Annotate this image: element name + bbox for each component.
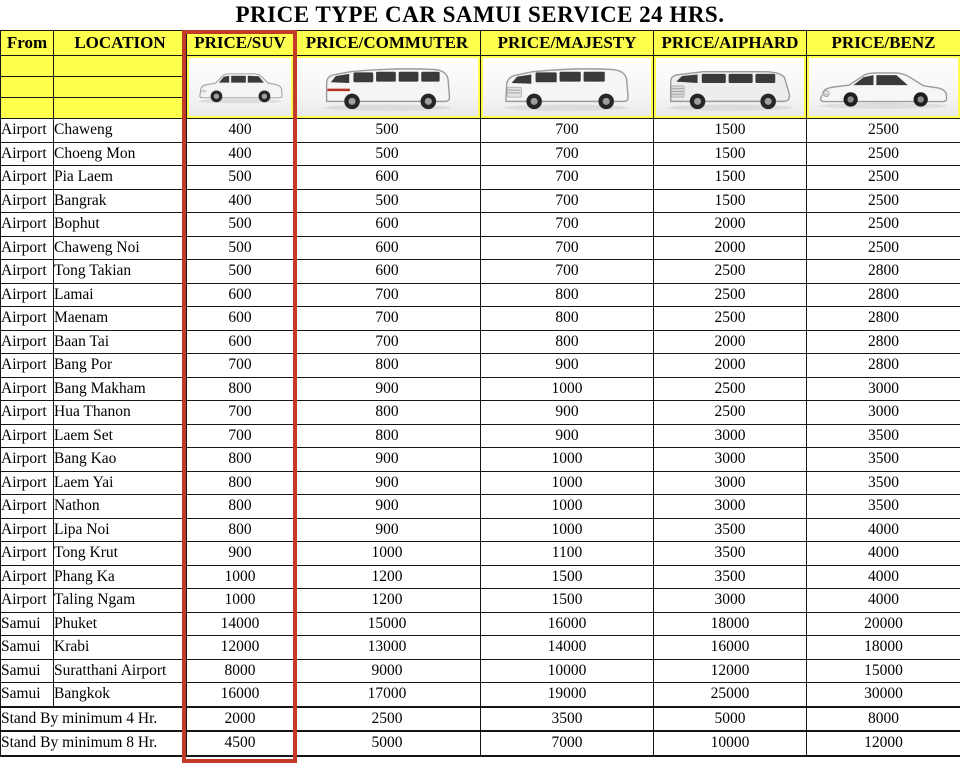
from-cell: Samui xyxy=(1,683,54,707)
price-suv-cell: 14000 xyxy=(187,612,294,636)
price-aiphard-cell: 2000 xyxy=(654,236,807,260)
price-commuter-cell: 13000 xyxy=(294,636,481,660)
table-row xyxy=(1,377,960,401)
location-cell: Tong Krut xyxy=(54,542,187,566)
price-benz-cell: 4000 xyxy=(807,589,960,613)
from-cell: Airport xyxy=(1,354,54,378)
price-suv-cell: 8000 xyxy=(187,659,294,683)
price-commuter-cell: 500 xyxy=(294,142,481,166)
price-suv-cell: 500 xyxy=(187,236,294,260)
column-header-location: LOCATION xyxy=(54,31,187,56)
majesty-photo-cell xyxy=(481,56,654,119)
price-suv-cell: 400 xyxy=(187,189,294,213)
vehicle-image-row xyxy=(1,56,960,119)
aiphard-photo-cell xyxy=(654,56,807,119)
price-commuter-cell: 9000 xyxy=(294,659,481,683)
price-majesty-cell: 700 xyxy=(481,260,654,284)
price-benz-cell: 3500 xyxy=(807,495,960,519)
price-suv-cell: 600 xyxy=(187,307,294,331)
price-aiphard-cell: 3500 xyxy=(654,542,807,566)
price-benz-cell: 3000 xyxy=(807,377,960,401)
from-cell: Airport xyxy=(1,565,54,589)
price-suv-cell: 700 xyxy=(187,354,294,378)
majesty-van-image xyxy=(483,58,651,116)
from-cell: Airport xyxy=(1,307,54,331)
price-aiphard-cell: 3500 xyxy=(654,518,807,542)
location-cell: Maenam xyxy=(54,307,187,331)
from-cell: Airport xyxy=(1,471,54,495)
from-cell: Airport xyxy=(1,401,54,425)
price-aiphard-cell: 18000 xyxy=(654,612,807,636)
location-cell: Taling Ngam xyxy=(54,589,187,613)
from-cell: Airport xyxy=(1,260,54,284)
location-cell: Nathon xyxy=(54,495,187,519)
price-suv-cell: 1000 xyxy=(187,589,294,613)
price-aiphard-cell: 3000 xyxy=(654,495,807,519)
price-suv-cell: 12000 xyxy=(187,636,294,660)
price-aiphard-cell: 2500 xyxy=(654,283,807,307)
price-commuter-cell: 15000 xyxy=(294,612,481,636)
column-header-from: From xyxy=(1,31,54,56)
price-aiphard-cell: 2500 xyxy=(654,260,807,284)
price-commuter-cell: 900 xyxy=(294,377,481,401)
price-benz-cell: 2800 xyxy=(807,330,960,354)
standby-label-cell: Stand By minimum 4 Hr. xyxy=(1,707,187,732)
price-suv-cell: 500 xyxy=(187,166,294,190)
price-benz-cell: 3000 xyxy=(807,401,960,425)
table-row xyxy=(1,589,960,613)
price-suv-cell: 1000 xyxy=(187,565,294,589)
table-row xyxy=(1,495,960,519)
price-commuter-cell: 1000 xyxy=(294,542,481,566)
price-majesty-cell: 10000 xyxy=(481,659,654,683)
price-suv-cell: 4500 xyxy=(187,731,294,756)
price-commuter-cell: 800 xyxy=(294,424,481,448)
price-table xyxy=(0,30,960,757)
page-title: PRICE TYPE CAR SAMUI SERVICE 24 HRS. xyxy=(235,2,725,27)
price-commuter-cell: 600 xyxy=(294,213,481,237)
price-majesty-cell: 1000 xyxy=(481,495,654,519)
price-aiphard-cell: 3000 xyxy=(654,471,807,495)
price-benz-cell: 2800 xyxy=(807,260,960,284)
from-cell: Airport xyxy=(1,330,54,354)
price-benz-cell: 4000 xyxy=(807,518,960,542)
price-majesty-cell: 700 xyxy=(481,189,654,213)
price-benz-cell: 2800 xyxy=(807,354,960,378)
price-majesty-cell: 700 xyxy=(481,166,654,190)
price-aiphard-cell: 2500 xyxy=(654,377,807,401)
from-cell: Airport xyxy=(1,542,54,566)
location-cell: Bophut xyxy=(54,213,187,237)
standby-row xyxy=(1,707,960,732)
from-cell: Airport xyxy=(1,119,54,143)
from-cell: Airport xyxy=(1,518,54,542)
table-row xyxy=(1,213,960,237)
header-row xyxy=(1,31,960,56)
price-aiphard-cell: 5000 xyxy=(654,707,807,732)
column-header-benz: PRICE/BENZ xyxy=(807,31,960,56)
price-benz-cell: 4000 xyxy=(807,542,960,566)
price-benz-cell: 3500 xyxy=(807,471,960,495)
column-header-majesty: PRICE/MAJESTY xyxy=(481,31,654,56)
price-majesty-cell: 1500 xyxy=(481,589,654,613)
price-suv-cell: 600 xyxy=(187,330,294,354)
price-benz-cell: 8000 xyxy=(807,707,960,732)
location-cell: Choeng Mon xyxy=(54,142,187,166)
from-cell: Airport xyxy=(1,495,54,519)
price-commuter-cell: 600 xyxy=(294,166,481,190)
location-cell: Bang Makham xyxy=(54,377,187,401)
price-suv-cell: 900 xyxy=(187,542,294,566)
price-aiphard-cell: 1500 xyxy=(654,166,807,190)
price-commuter-cell: 900 xyxy=(294,495,481,519)
location-cell: Phuket xyxy=(54,612,187,636)
price-commuter-cell: 1200 xyxy=(294,589,481,613)
price-aiphard-cell: 2500 xyxy=(654,307,807,331)
price-majesty-cell: 800 xyxy=(481,283,654,307)
price-benz-cell: 20000 xyxy=(807,612,960,636)
price-aiphard-cell: 2000 xyxy=(654,330,807,354)
price-benz-cell: 2500 xyxy=(807,119,960,143)
price-commuter-cell: 900 xyxy=(294,471,481,495)
price-majesty-cell: 1000 xyxy=(481,377,654,401)
standby-label-cell: Stand By minimum 8 Hr. xyxy=(1,731,187,756)
table-row xyxy=(1,683,960,707)
table-row xyxy=(1,236,960,260)
price-aiphard-cell: 2000 xyxy=(654,213,807,237)
table-row xyxy=(1,119,960,143)
table-row xyxy=(1,142,960,166)
price-aiphard-cell: 12000 xyxy=(654,659,807,683)
price-commuter-cell: 17000 xyxy=(294,683,481,707)
table-row xyxy=(1,448,960,472)
location-cell: Bangrak xyxy=(54,189,187,213)
location-blank-cells xyxy=(54,56,187,119)
price-majesty-cell: 7000 xyxy=(481,731,654,756)
price-majesty-cell: 1000 xyxy=(481,448,654,472)
price-benz-cell: 18000 xyxy=(807,636,960,660)
price-aiphard-cell: 2000 xyxy=(654,354,807,378)
price-commuter-cell: 500 xyxy=(294,119,481,143)
price-majesty-cell: 16000 xyxy=(481,612,654,636)
price-majesty-cell: 900 xyxy=(481,354,654,378)
price-majesty-cell: 900 xyxy=(481,424,654,448)
price-commuter-cell: 800 xyxy=(294,401,481,425)
price-suv-cell: 600 xyxy=(187,283,294,307)
location-cell: Lamai xyxy=(54,283,187,307)
price-commuter-cell: 600 xyxy=(294,260,481,284)
location-cell: Pia Laem xyxy=(54,166,187,190)
price-suv-cell: 500 xyxy=(187,260,294,284)
from-cell: Airport xyxy=(1,377,54,401)
from-blank-cells xyxy=(1,56,54,119)
price-suv-cell: 800 xyxy=(187,495,294,519)
location-cell: Hua Thanon xyxy=(54,401,187,425)
column-header-suv: PRICE/SUV xyxy=(187,31,294,56)
price-majesty-cell: 1100 xyxy=(481,542,654,566)
price-majesty-cell: 700 xyxy=(481,119,654,143)
price-suv-cell: 800 xyxy=(187,377,294,401)
price-majesty-cell: 1000 xyxy=(481,471,654,495)
price-majesty-cell: 1000 xyxy=(481,518,654,542)
from-cell: Airport xyxy=(1,448,54,472)
price-majesty-cell: 3500 xyxy=(481,707,654,732)
price-benz-cell: 15000 xyxy=(807,659,960,683)
alphard-van-image xyxy=(656,58,804,116)
benz-photo-cell xyxy=(807,56,960,119)
from-cell: Airport xyxy=(1,236,54,260)
price-commuter-cell: 900 xyxy=(294,518,481,542)
price-benz-cell: 4000 xyxy=(807,565,960,589)
price-aiphard-cell: 3000 xyxy=(654,424,807,448)
column-header-commuter: PRICE/COMMUTER xyxy=(294,31,481,56)
location-cell: Lipa Noi xyxy=(54,518,187,542)
price-benz-cell: 30000 xyxy=(807,683,960,707)
table-row xyxy=(1,612,960,636)
table-row xyxy=(1,260,960,284)
price-commuter-cell: 2500 xyxy=(294,707,481,732)
price-aiphard-cell: 1500 xyxy=(654,189,807,213)
price-suv-cell: 700 xyxy=(187,401,294,425)
table-row xyxy=(1,189,960,213)
benz-sedan-image xyxy=(809,58,958,116)
table-row xyxy=(1,424,960,448)
price-majesty-cell: 700 xyxy=(481,213,654,237)
price-majesty-cell: 900 xyxy=(481,401,654,425)
price-suv-cell: 400 xyxy=(187,142,294,166)
price-suv-cell: 16000 xyxy=(187,683,294,707)
column-header-aiphard: PRICE/AIPHARD xyxy=(654,31,807,56)
from-cell: Airport xyxy=(1,589,54,613)
location-cell: Tong Takian xyxy=(54,260,187,284)
price-majesty-cell: 1500 xyxy=(481,565,654,589)
from-cell: Samui xyxy=(1,636,54,660)
commuter-photo-cell xyxy=(294,56,481,119)
price-commuter-cell: 800 xyxy=(294,354,481,378)
price-commuter-cell: 900 xyxy=(294,448,481,472)
location-cell: Bang Por xyxy=(54,354,187,378)
price-commuter-cell: 700 xyxy=(294,330,481,354)
price-suv-cell: 2000 xyxy=(187,707,294,732)
from-cell: Samui xyxy=(1,659,54,683)
price-majesty-cell: 19000 xyxy=(481,683,654,707)
price-suv-cell: 700 xyxy=(187,424,294,448)
price-majesty-cell: 800 xyxy=(481,330,654,354)
from-cell: Airport xyxy=(1,283,54,307)
price-benz-cell: 2500 xyxy=(807,142,960,166)
from-cell: Airport xyxy=(1,424,54,448)
price-majesty-cell: 700 xyxy=(481,236,654,260)
table-row xyxy=(1,565,960,589)
price-commuter-cell: 1200 xyxy=(294,565,481,589)
table-row xyxy=(1,330,960,354)
suv-photo-cell xyxy=(187,56,294,119)
price-benz-cell: 2500 xyxy=(807,213,960,237)
price-benz-cell: 2800 xyxy=(807,307,960,331)
table-row xyxy=(1,166,960,190)
table-row xyxy=(1,659,960,683)
price-suv-cell: 800 xyxy=(187,518,294,542)
price-majesty-cell: 14000 xyxy=(481,636,654,660)
price-benz-cell: 2800 xyxy=(807,283,960,307)
price-commuter-cell: 700 xyxy=(294,307,481,331)
price-benz-cell: 3500 xyxy=(807,424,960,448)
table-row xyxy=(1,471,960,495)
commuter-van-image xyxy=(296,58,478,116)
location-cell: Phang Ka xyxy=(54,565,187,589)
location-cell: Chaweng Noi xyxy=(54,236,187,260)
price-aiphard-cell: 10000 xyxy=(654,731,807,756)
price-aiphard-cell: 1500 xyxy=(654,119,807,143)
location-cell: Bangkok xyxy=(54,683,187,707)
price-aiphard-cell: 3000 xyxy=(654,589,807,613)
price-commuter-cell: 700 xyxy=(294,283,481,307)
price-majesty-cell: 800 xyxy=(481,307,654,331)
price-benz-cell: 12000 xyxy=(807,731,960,756)
price-suv-cell: 500 xyxy=(187,213,294,237)
price-aiphard-cell: 3000 xyxy=(654,448,807,472)
from-cell: Samui xyxy=(1,612,54,636)
from-cell: Airport xyxy=(1,213,54,237)
price-benz-cell: 2500 xyxy=(807,189,960,213)
price-benz-cell: 3500 xyxy=(807,448,960,472)
standby-row xyxy=(1,731,960,756)
location-cell: Krabi xyxy=(54,636,187,660)
location-cell: Suratthani Airport xyxy=(54,659,187,683)
location-cell: Bang Kao xyxy=(54,448,187,472)
price-benz-cell: 2500 xyxy=(807,236,960,260)
table-row xyxy=(1,283,960,307)
table-row xyxy=(1,542,960,566)
table-row xyxy=(1,636,960,660)
from-cell: Airport xyxy=(1,142,54,166)
price-suv-cell: 800 xyxy=(187,448,294,472)
table-row xyxy=(1,401,960,425)
price-aiphard-cell: 1500 xyxy=(654,142,807,166)
price-aiphard-cell: 2500 xyxy=(654,401,807,425)
price-aiphard-cell: 16000 xyxy=(654,636,807,660)
location-cell: Laem Yai xyxy=(54,471,187,495)
price-majesty-cell: 700 xyxy=(481,142,654,166)
location-cell: Laem Set xyxy=(54,424,187,448)
price-commuter-cell: 5000 xyxy=(294,731,481,756)
price-aiphard-cell: 3500 xyxy=(654,565,807,589)
price-commuter-cell: 500 xyxy=(294,189,481,213)
price-suv-cell: 800 xyxy=(187,471,294,495)
table-row xyxy=(1,307,960,331)
from-cell: Airport xyxy=(1,166,54,190)
price-commuter-cell: 600 xyxy=(294,236,481,260)
location-cell: Chaweng xyxy=(54,119,187,143)
price-aiphard-cell: 25000 xyxy=(654,683,807,707)
table-row xyxy=(1,518,960,542)
price-suv-cell: 400 xyxy=(187,119,294,143)
location-cell: Baan Tai xyxy=(54,330,187,354)
table-row xyxy=(1,354,960,378)
price-benz-cell: 2500 xyxy=(807,166,960,190)
suv-car-image xyxy=(189,58,291,116)
from-cell: Airport xyxy=(1,189,54,213)
